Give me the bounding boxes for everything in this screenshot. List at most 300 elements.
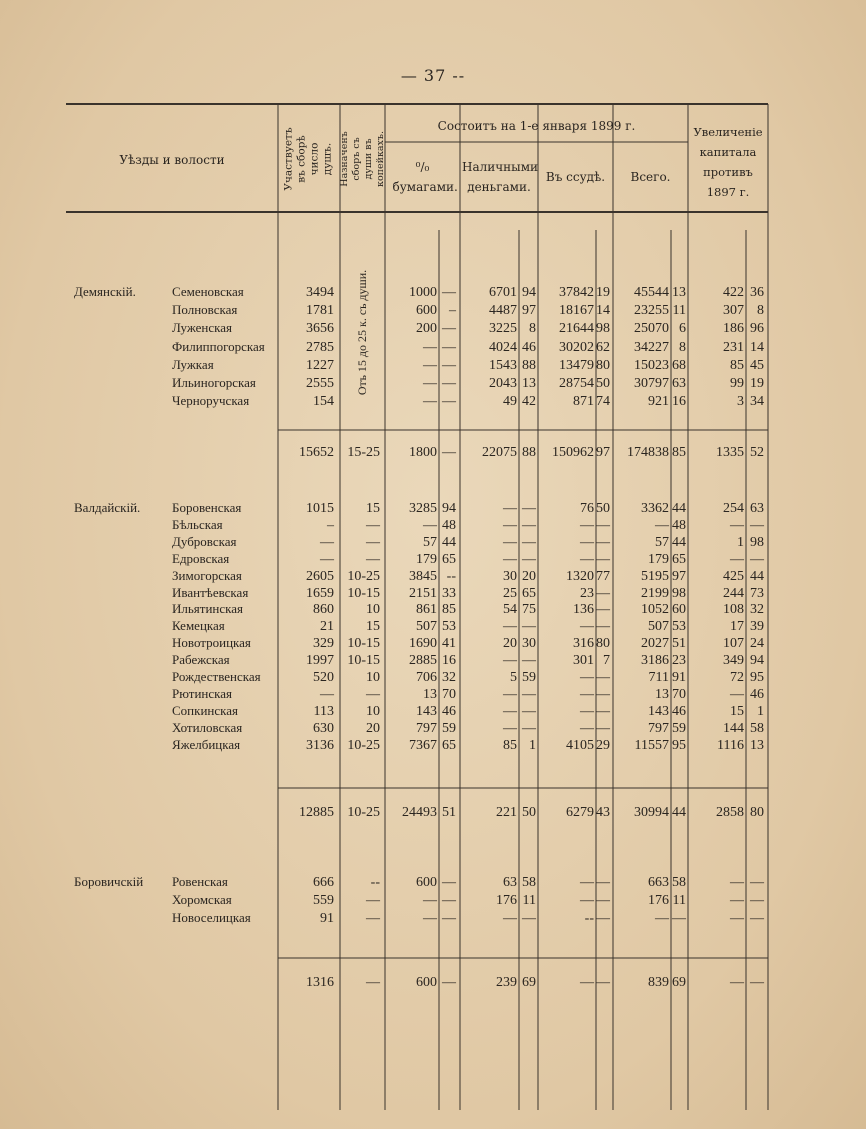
volost-name: Сопкинская (172, 703, 238, 718)
row-increase-rub: 3 (737, 394, 744, 409)
row-increase-rub: 422 (723, 285, 744, 300)
row-cash-rub: — (503, 535, 517, 550)
header-assessed: Назначенъ сборъ съ души въ копейкахъ. (338, 131, 386, 187)
row-cash-kop: 42 (522, 394, 536, 409)
row-cash-kop: — (522, 911, 536, 926)
row-souls: 1659 (306, 586, 334, 601)
row-rate: 10 (366, 704, 380, 719)
row-cash-rub: — (503, 653, 517, 668)
row-loan-rub: — (580, 518, 594, 533)
row-securities-rub: — (423, 340, 437, 355)
row-total-kop: 95 (672, 738, 686, 753)
row-increase-kop: 73 (750, 586, 764, 601)
row-cash-kop: — (522, 535, 536, 550)
total-increase-rub: 1335 (716, 445, 744, 460)
row-increase-rub: 254 (723, 501, 744, 516)
row-loan-rub: 136 (573, 602, 594, 617)
row-loan-rub: 871 (573, 394, 594, 409)
row-loan-rub: 30202 (559, 340, 594, 355)
total-total-kop: 85 (672, 445, 686, 460)
row-souls: 91 (320, 911, 334, 926)
row-increase-kop: 14 (750, 340, 764, 355)
row-increase-kop: 13 (750, 738, 764, 753)
row-loan-kop: 62 (596, 340, 610, 355)
row-securities-rub: 3845 (409, 569, 437, 584)
row-securities-rub: 57 (423, 535, 437, 550)
total-souls: 12885 (299, 805, 334, 820)
header-district: Уѣзды и волости (119, 153, 225, 167)
row-total-rub: 3186 (641, 653, 669, 668)
row-total-kop: 98 (672, 586, 686, 601)
row-securities-kop: 65 (442, 738, 456, 753)
row-increase-rub: 144 (723, 721, 744, 736)
total-securities-rub: 24493 (402, 805, 437, 820)
row-total-rub: 711 (648, 670, 669, 685)
row-loan-rub: — (580, 670, 594, 685)
row-total-rub: 3362 (641, 501, 669, 516)
volost-name: Зимогорская (172, 568, 242, 583)
volost-name: Филиппогорская (172, 339, 265, 354)
row-souls: 2555 (306, 376, 334, 391)
row-cash-kop: 46 (522, 340, 536, 355)
volost-name: Семеновская (172, 284, 244, 299)
row-cash-rub: 4024 (489, 340, 517, 355)
row-increase-rub: 307 (723, 303, 744, 318)
row-total-kop: 65 (672, 552, 686, 567)
volost-name: Черноручская (172, 393, 250, 408)
row-souls: — (320, 687, 334, 702)
volost-name: Дубровская (172, 534, 237, 549)
row-increase-kop: — (750, 911, 764, 926)
total-increase-kop: — (750, 975, 764, 990)
page-number: — 37 -- (400, 66, 466, 85)
row-cash-kop: — (522, 704, 536, 719)
row-rate: 10-15 (347, 653, 380, 668)
row-increase-rub: 1 (737, 535, 744, 550)
total-total-rub: 839 (648, 975, 669, 990)
row-increase-kop: 96 (750, 321, 764, 336)
row-total-rub: 5195 (641, 569, 669, 584)
row-securities-kop: 41 (442, 636, 456, 651)
row-cash-rub: 30 (503, 569, 517, 584)
total-rate: 15-25 (347, 445, 380, 460)
row-securities-kop: — (442, 893, 456, 908)
row-rate: — (366, 893, 380, 908)
row-total-rub: 45544 (634, 285, 669, 300)
header-state-group: Состоитъ на 1-е января 1899 г. (437, 119, 636, 133)
row-total-kop: 23 (672, 653, 686, 668)
row-total-kop: — (672, 911, 686, 926)
total-loan-rub: 6279 (566, 805, 594, 820)
row-loan-rub: 4105 (566, 738, 594, 753)
row-securities-rub: — (423, 893, 437, 908)
total-total-kop: 44 (672, 805, 686, 820)
volost-name: Ильятинская (172, 601, 244, 616)
row-total-rub: 1052 (641, 602, 669, 617)
row-loan-kop: 50 (596, 376, 610, 391)
row-increase-kop: — (750, 552, 764, 567)
row-souls: 2605 (306, 569, 334, 584)
row-total-rub: 179 (648, 552, 669, 567)
row-securities-kop: — (442, 875, 456, 890)
total-cash-kop: 50 (522, 805, 536, 820)
row-cash-rub: 1543 (489, 358, 517, 373)
row-securities-rub: — (423, 394, 437, 409)
row-rate: 10-25 (347, 738, 380, 753)
row-loan-kop: 80 (596, 636, 610, 651)
total-increase-rub: 2858 (716, 805, 744, 820)
row-increase-rub: 108 (723, 602, 744, 617)
row-increase-kop: 44 (750, 569, 764, 584)
row-loan-rub: 23 (580, 586, 594, 601)
row-loan-kop: — (596, 518, 610, 533)
row-total-rub: 797 (648, 721, 669, 736)
total-increase-rub: — (730, 975, 744, 990)
row-increase-kop: 58 (750, 721, 764, 736)
row-securities-rub: 13 (423, 687, 437, 702)
row-loan-kop: 14 (596, 303, 610, 318)
row-total-kop: 6 (679, 321, 686, 336)
row-loan-kop: — (596, 875, 610, 890)
row-cash-rub: — (503, 704, 517, 719)
row-loan-kop: — (596, 721, 610, 736)
row-total-rub: 507 (648, 619, 669, 634)
row-total-rub: 23255 (634, 303, 669, 318)
volost-name: Бѣльская (172, 517, 223, 532)
row-loan-rub: — (580, 619, 594, 634)
row-securities-rub: 706 (416, 670, 437, 685)
total-loan-rub: — (580, 975, 594, 990)
row-securities-kop: 94 (442, 501, 456, 516)
row-cash-kop: — (522, 518, 536, 533)
row-cash-kop: 8 (529, 321, 536, 336)
uezd-name: Валдайскій. (74, 500, 141, 515)
row-rate: — (366, 535, 380, 550)
row-souls: 1781 (306, 303, 334, 318)
row-increase-kop: 8 (757, 303, 764, 318)
row-rate: — (366, 518, 380, 533)
row-loan-kop: — (596, 893, 610, 908)
row-increase-rub: — (730, 687, 744, 702)
row-loan-rub: 21644 (559, 321, 594, 336)
row-securities-rub: 200 (416, 321, 437, 336)
row-increase-rub: 1116 (717, 738, 744, 753)
row-increase-rub: 186 (723, 321, 744, 336)
row-securities-kop: 16 (442, 653, 456, 668)
row-increase-kop: 45 (750, 358, 764, 373)
row-total-kop: 60 (672, 602, 686, 617)
row-securities-rub: 2885 (409, 653, 437, 668)
row-loan-kop: 29 (596, 738, 610, 753)
row-securities-kop: 44 (442, 535, 456, 550)
row-souls: 3494 (306, 285, 334, 300)
row-souls: 559 (313, 893, 334, 908)
row-loan-rub: — (580, 875, 594, 890)
row-total-kop: 91 (672, 670, 686, 685)
row-loan-kop: 77 (596, 569, 610, 584)
total-souls: 1316 (306, 975, 334, 990)
row-total-kop: 68 (672, 358, 686, 373)
row-cash-rub: — (503, 911, 517, 926)
row-loan-rub: 13479 (559, 358, 594, 373)
header-cash: Наличными деньгами. (462, 160, 539, 194)
row-increase-rub: — (730, 552, 744, 567)
row-total-kop: 16 (672, 394, 686, 409)
row-rate: 10-15 (347, 586, 380, 601)
row-increase-rub: 244 (723, 586, 744, 601)
row-souls: 666 (313, 875, 334, 890)
row-increase-kop: 39 (750, 619, 764, 634)
row-securities-kop: 59 (442, 721, 456, 736)
row-rate: 15 (366, 501, 380, 516)
row-securities-rub: — (423, 358, 437, 373)
row-loan-rub: 1320 (566, 569, 594, 584)
rate-note: Отъ 15 до 25 к. съ души. (355, 269, 370, 396)
row-cash-rub: 3225 (489, 321, 517, 336)
row-rate: — (366, 911, 380, 926)
row-increase-kop: 19 (750, 376, 764, 391)
row-securities-kop: 85 (442, 602, 456, 617)
row-cash-kop: 13 (522, 376, 536, 391)
row-increase-rub: 85 (730, 358, 744, 373)
row-cash-kop: 97 (522, 303, 536, 318)
total-cash-kop: 69 (522, 975, 536, 990)
uezd-name: Боровичскій (74, 874, 144, 889)
row-cash-rub: 25 (503, 586, 517, 601)
total-total-rub: 174838 (627, 445, 669, 460)
row-loan-rub: — (580, 687, 594, 702)
row-souls: — (320, 552, 334, 567)
row-total-kop: 46 (672, 704, 686, 719)
row-loan-kop: — (596, 619, 610, 634)
row-souls: 21 (320, 619, 334, 634)
row-cash-kop: — (522, 501, 536, 516)
row-securities-kop: 53 (442, 619, 456, 634)
row-cash-rub: — (503, 721, 517, 736)
row-securities-rub: 2151 (409, 586, 437, 601)
row-loan-kop: — (596, 602, 610, 617)
row-securities-rub: 861 (416, 602, 437, 617)
row-cash-rub: 2043 (489, 376, 517, 391)
row-souls: 860 (313, 602, 334, 617)
row-rate: 10-25 (347, 569, 380, 584)
row-loan-kop: 80 (596, 358, 610, 373)
row-securities-kop: — (442, 321, 456, 336)
volost-name: Новоселицкая (172, 910, 251, 925)
uezd-name: Демянскій. (74, 284, 136, 299)
total-total-kop: 69 (672, 975, 686, 990)
row-cash-kop: 58 (522, 875, 536, 890)
row-securities-kop: 65 (442, 552, 456, 567)
row-increase-rub: — (730, 893, 744, 908)
row-increase-rub: 231 (723, 340, 744, 355)
row-total-rub: 57 (655, 535, 669, 550)
row-cash-kop: — (522, 552, 536, 567)
row-rate: — (366, 552, 380, 567)
row-souls: 154 (313, 394, 334, 409)
row-total-rub: — (655, 911, 669, 926)
row-loan-kop: 50 (596, 501, 610, 516)
volost-name: Луженская (172, 320, 232, 335)
row-souls: 520 (313, 670, 334, 685)
row-loan-rub: 316 (573, 636, 594, 651)
row-cash-rub: 20 (503, 636, 517, 651)
row-securities-kop: -- (446, 569, 456, 584)
volost-name: Кемецкая (172, 618, 225, 633)
row-souls: 113 (313, 704, 334, 719)
row-securities-rub: 7367 (409, 738, 437, 753)
row-securities-rub: 179 (416, 552, 437, 567)
row-total-kop: 70 (672, 687, 686, 702)
row-cash-rub: — (503, 687, 517, 702)
row-rate: 10 (366, 602, 380, 617)
volost-name: Рабежская (172, 652, 230, 667)
row-cash-rub: — (503, 619, 517, 634)
volost-name: Рождественская (172, 669, 261, 684)
total-securities-kop: — (442, 975, 456, 990)
row-securities-rub: — (423, 376, 437, 391)
row-total-rub: 2027 (641, 636, 669, 651)
row-increase-kop: 1 (757, 704, 764, 719)
row-rate: — (366, 687, 380, 702)
row-securities-rub: 1000 (409, 285, 437, 300)
row-cash-rub: — (503, 501, 517, 516)
row-increase-kop: 94 (750, 653, 764, 668)
row-souls: 2785 (306, 340, 334, 355)
row-total-kop: 13 (672, 285, 686, 300)
volost-name: Яжелбицкая (172, 737, 241, 752)
row-souls: 1227 (306, 358, 334, 373)
row-cash-rub: 5 (510, 670, 517, 685)
row-souls: — (320, 535, 334, 550)
row-securities-kop: — (442, 358, 456, 373)
row-securities-kop: — (442, 394, 456, 409)
row-securities-rub: 3285 (409, 501, 437, 516)
row-securities-rub: — (423, 518, 437, 533)
row-souls: 630 (313, 721, 334, 736)
header-securities: ⁰/₀ бумагами. (392, 160, 458, 194)
row-increase-kop: 46 (750, 687, 764, 702)
row-total-kop: 59 (672, 721, 686, 736)
row-increase-kop: 24 (750, 636, 764, 651)
row-total-rub: 25070 (634, 321, 669, 336)
row-total-rub: 663 (648, 875, 669, 890)
row-loan-kop: — (596, 586, 610, 601)
row-increase-rub: 99 (730, 376, 744, 391)
total-securities-rub: 600 (416, 975, 437, 990)
row-cash-rub: 6701 (489, 285, 517, 300)
row-loan-rub: 18167 (559, 303, 594, 318)
row-total-kop: 48 (672, 518, 686, 533)
row-total-kop: 44 (672, 535, 686, 550)
row-cash-rub: — (503, 552, 517, 567)
row-total-kop: 97 (672, 569, 686, 584)
total-loan-rub: 150962 (552, 445, 594, 460)
row-securities-kop: 48 (442, 518, 456, 533)
row-securities-kop: — (442, 285, 456, 300)
row-cash-kop: — (522, 687, 536, 702)
total-securities-kop: 51 (442, 805, 456, 820)
total-securities-rub: 1800 (409, 445, 437, 460)
row-increase-kop: — (750, 893, 764, 908)
row-loan-rub: 28754 (559, 376, 594, 391)
row-souls: 1997 (306, 653, 334, 668)
row-loan-kop: — (596, 687, 610, 702)
total-cash-rub: 22075 (482, 445, 517, 460)
row-securities-rub: 507 (416, 619, 437, 634)
row-securities-rub: — (423, 911, 437, 926)
volost-name: Ильиногорская (172, 375, 256, 390)
row-loan-rub: -- (584, 911, 594, 926)
volost-name: Хоромская (172, 892, 232, 907)
row-cash-kop: — (522, 721, 536, 736)
header-increase: Увеличеніе капитала противъ 1897 г. (693, 125, 763, 199)
row-securities-rub: 600 (416, 303, 437, 318)
total-loan-kop: 43 (596, 805, 610, 820)
row-securities-kop: — (442, 340, 456, 355)
row-increase-rub: 425 (723, 569, 744, 584)
row-increase-rub: — (730, 911, 744, 926)
volost-name: Рютинская (172, 686, 233, 701)
row-total-kop: 11 (672, 303, 686, 318)
row-total-kop: 58 (672, 875, 686, 890)
row-loan-rub: — (580, 552, 594, 567)
row-souls: – (327, 518, 334, 533)
row-cash-rub: 176 (496, 893, 517, 908)
row-total-rub: 11557 (634, 738, 669, 753)
total-increase-kop: 52 (750, 445, 764, 460)
row-loan-rub: 37842 (559, 285, 594, 300)
row-increase-kop: 34 (750, 394, 764, 409)
row-cash-kop: 11 (522, 893, 536, 908)
row-cash-rub: 85 (503, 738, 517, 753)
row-increase-kop: 95 (750, 670, 764, 685)
row-loan-kop: — (596, 670, 610, 685)
row-increase-rub: 349 (723, 653, 744, 668)
row-loan-kop: 74 (596, 394, 610, 409)
row-loan-kop: 7 (603, 653, 610, 668)
volost-name: Ровенская (172, 874, 228, 889)
row-total-rub: 176 (648, 893, 669, 908)
row-securities-kop: 46 (442, 704, 456, 719)
row-securities-rub: 143 (416, 704, 437, 719)
row-total-rub: 13 (655, 687, 669, 702)
row-rate: -- (370, 875, 380, 890)
row-total-rub: 921 (648, 394, 669, 409)
header-total: Всего. (630, 170, 671, 184)
row-cash-kop: — (522, 619, 536, 634)
row-total-kop: 11 (672, 893, 686, 908)
row-loan-rub: 76 (580, 501, 594, 516)
row-cash-rub: 54 (503, 602, 517, 617)
row-loan-rub: — (580, 535, 594, 550)
volost-name: Боровенская (172, 500, 242, 515)
row-souls: 329 (313, 636, 334, 651)
row-souls: 3656 (306, 321, 334, 336)
total-loan-kop: 97 (596, 445, 610, 460)
volost-name: Новотроицкая (172, 635, 251, 650)
row-rate: 15 (366, 619, 380, 634)
row-increase-rub: 72 (730, 670, 744, 685)
row-securities-rub: 1690 (409, 636, 437, 651)
row-cash-rub: 4487 (489, 303, 517, 318)
row-loan-rub: 301 (573, 653, 594, 668)
row-souls: 3136 (306, 738, 334, 753)
total-increase-kop: 80 (750, 805, 764, 820)
row-increase-rub: — (730, 518, 744, 533)
row-increase-rub: 17 (730, 619, 744, 634)
row-cash-kop: — (522, 653, 536, 668)
